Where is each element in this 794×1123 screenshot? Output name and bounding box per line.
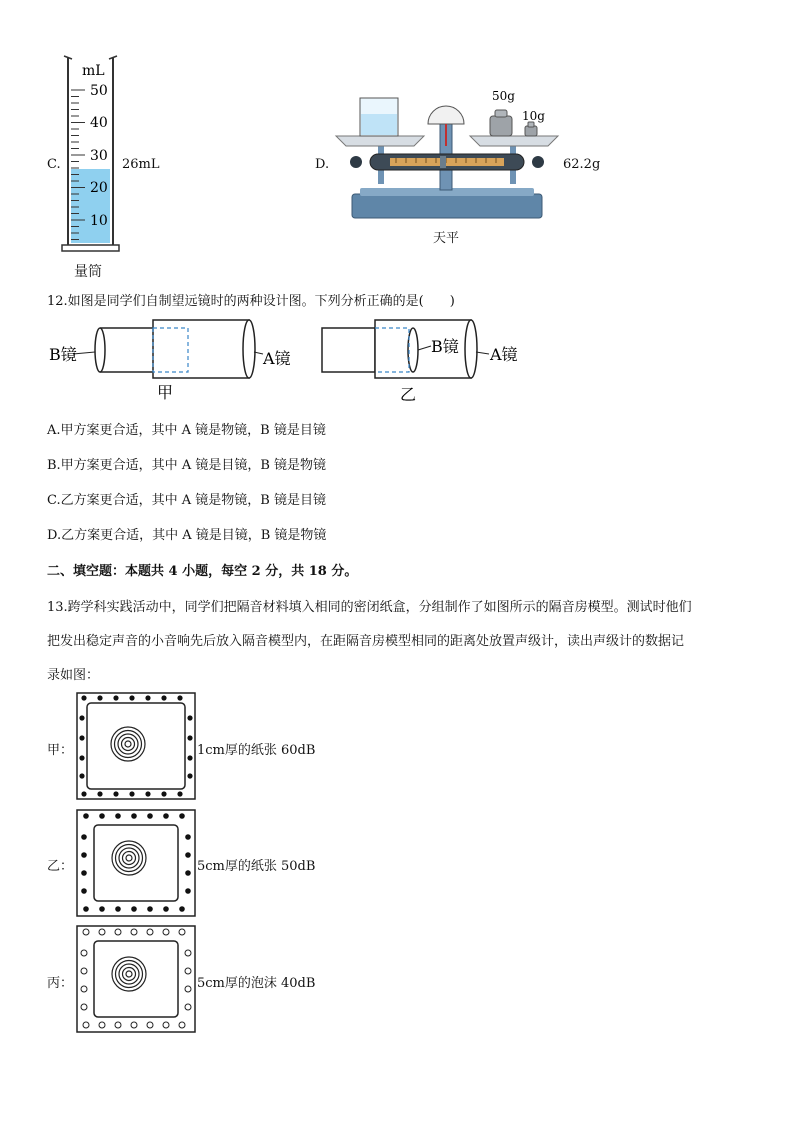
left-pan (336, 136, 424, 146)
cylinder-base (62, 245, 119, 251)
q13-line-1: 13.跨学科实践活动中，同学们把隔音材料填入相同的密闭纸盒，分组制作了如图所示的隔音房模型。测试时他们 (47, 600, 692, 615)
option-d-reading: 62.2g (563, 157, 601, 172)
option-c-letter: C. (47, 157, 61, 172)
jia-caption: 甲 (157, 383, 174, 402)
weight-large-label: 50g (492, 89, 515, 103)
model-jia-label: 甲： (47, 743, 74, 758)
tick-label: 10 (90, 213, 108, 229)
yi-caption: 乙 (400, 385, 417, 404)
model-yi-box (76, 809, 196, 917)
model-bing-label: 丙： (47, 976, 74, 991)
measuring-cylinder-figure (60, 50, 130, 255)
weight-small-label: 10g (522, 109, 545, 123)
option-d-caption: 天平 (433, 231, 460, 246)
telescope-jia (49, 320, 291, 402)
section-heading: 二、填空题：本题共 4 小题，每空 2 分，共 18 分。 (47, 564, 358, 579)
jia-b-label: B镜 (49, 345, 77, 364)
tick-label: 50 (90, 83, 108, 99)
tick-label: 30 (90, 148, 108, 164)
cylinder-unit-label: mL (82, 63, 105, 79)
yi-a-label: A镜 (490, 345, 518, 364)
jia-a-label: A镜 (263, 349, 291, 368)
q12-option-b: B.甲方案更合适，其中 A 镜是目镜，B 镜是物镜 (47, 458, 327, 473)
option-d-letter: D. (315, 157, 330, 172)
model-jia-desc: 1cm厚的纸张 60dB (197, 743, 316, 758)
option-c-reading: 26mL (122, 157, 160, 172)
right-pan (470, 136, 558, 146)
model-jia-box (76, 692, 196, 800)
q13-line-3: 录如图： (47, 668, 100, 683)
q12-option-a: A.甲方案更合适，其中 A 镜是物镜，B 镜是目镜 (47, 423, 326, 438)
tick-label: 40 (90, 115, 108, 131)
weight-50g (490, 116, 512, 136)
model-bing-desc: 5cm厚的泡沫 40dB (197, 976, 316, 991)
q12-stem: 12.如图是同学们自制望远镜时的两种设计图。下列分析正确的是( ) (47, 294, 455, 309)
tick-label: 20 (90, 180, 108, 196)
model-yi-desc: 5cm厚的纸张 50dB (197, 859, 316, 874)
model-bing-box (76, 925, 196, 1033)
q12-option-c: C.乙方案更合适，其中 A 镜是物镜，B 镜是目镜 (47, 493, 326, 508)
q12-option-d: D.乙方案更合适，其中 A 镜是目镜，B 镜是物镜 (47, 528, 327, 543)
q13-line-2: 把发出稳定声音的小音响先后放入隔音模型内，在距隔音房模型相同的距离处放置声级计，读出声级计的数据记 (47, 634, 685, 649)
balance-figure (330, 84, 570, 224)
yi-b-label: B镜 (431, 337, 459, 356)
telescope-diagram (45, 316, 545, 406)
telescope-yi (322, 320, 518, 404)
model-yi-label: 乙： (47, 859, 74, 874)
option-c-caption: 量筒 (74, 264, 102, 280)
balance-base (352, 194, 542, 218)
